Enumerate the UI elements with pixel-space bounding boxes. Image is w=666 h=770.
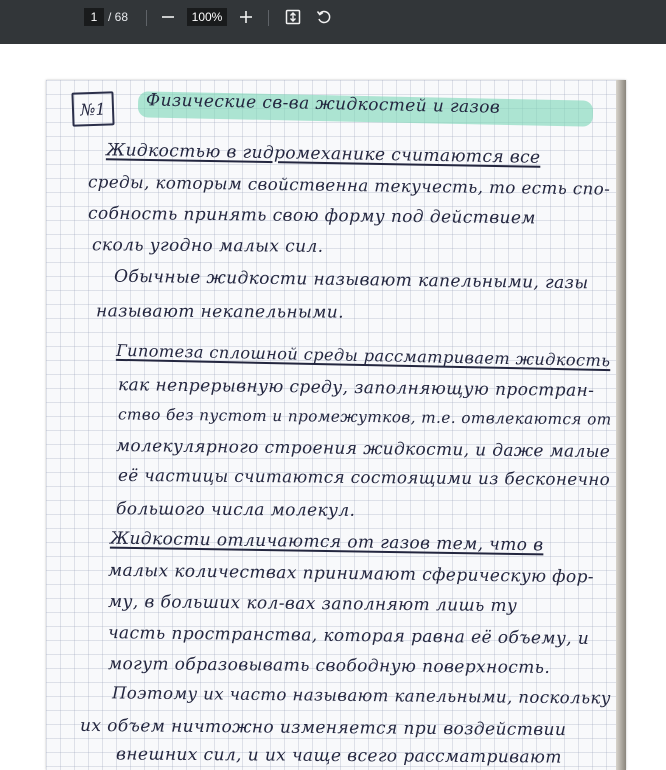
handwritten-line: как непрерывную среду, заполняющую простран- <box>117 375 595 401</box>
pdf-toolbar <box>0 0 666 44</box>
handwritten-line: молекулярного строения жидкости, и даже малые <box>115 434 611 462</box>
handwritten-line: называют некапельными. <box>95 301 344 323</box>
handwritten-line: их объем ничтожно изменяется при воздействии <box>79 715 567 741</box>
handwritten-line: Жидкостью в гидромеханике считаются все <box>105 140 541 168</box>
handwritten-line: Поэтому их часто называют капельными, поскольку <box>111 683 611 708</box>
rotate-icon <box>316 9 332 25</box>
handwritten-line: могут образовывать свободную поверхность. <box>107 654 551 678</box>
zoom-level-input[interactable]: 100% <box>187 8 227 26</box>
page-total-label: / 68 <box>108 10 129 24</box>
handwritten-line: ство без пустот и промежутков, т.е. отвлекаются от <box>117 405 612 429</box>
handwritten-line: внешних сил, и их чаще всего рассматривают <box>115 744 562 768</box>
handwritten-line: Гипотеза сплошной среды рассматривает жидкость <box>115 340 611 371</box>
ticket-number: №1 <box>71 91 114 126</box>
toolbar-divider <box>268 10 269 26</box>
toolbar-divider <box>146 10 147 26</box>
handwritten-line: её частицы считаются состоящими из бесконечно <box>117 465 611 490</box>
page-edge <box>616 80 626 770</box>
handwritten-line: му, в больших кол-вах заполняют лишь ту <box>107 591 518 617</box>
handwritten-line: сколь угодно малых сил. <box>91 235 324 257</box>
fit-to-page-icon <box>285 9 301 25</box>
handwritten-line: большого числа молекул. <box>115 499 356 521</box>
zoom-out-button[interactable] <box>158 7 178 27</box>
notebook-page <box>46 80 626 770</box>
handwritten-line: среды, которым свойственна текучесть, то есть спо- <box>87 172 611 199</box>
handwritten-line: собность принять свою форму под действием <box>87 203 536 229</box>
zoom-in-icon <box>239 10 253 24</box>
handwritten-line: малых количествах принимают сферическую фор- <box>107 560 595 588</box>
rotate-button[interactable] <box>314 7 334 27</box>
page-title: Физические св-ва жидкостей и газов <box>145 90 501 118</box>
handwritten-line: часть пространства, которая равна её объему, и <box>107 623 590 649</box>
fit-to-page-button[interactable] <box>283 7 303 27</box>
zoom-out-icon <box>161 10 175 24</box>
page-number-input[interactable]: 1 <box>84 8 104 26</box>
handwritten-line: Жидкости отличаются от газов тем, что в <box>109 528 544 556</box>
handwritten-line: Обычные жидкости называют капельными, газы <box>113 266 589 294</box>
zoom-in-button[interactable] <box>236 7 256 27</box>
